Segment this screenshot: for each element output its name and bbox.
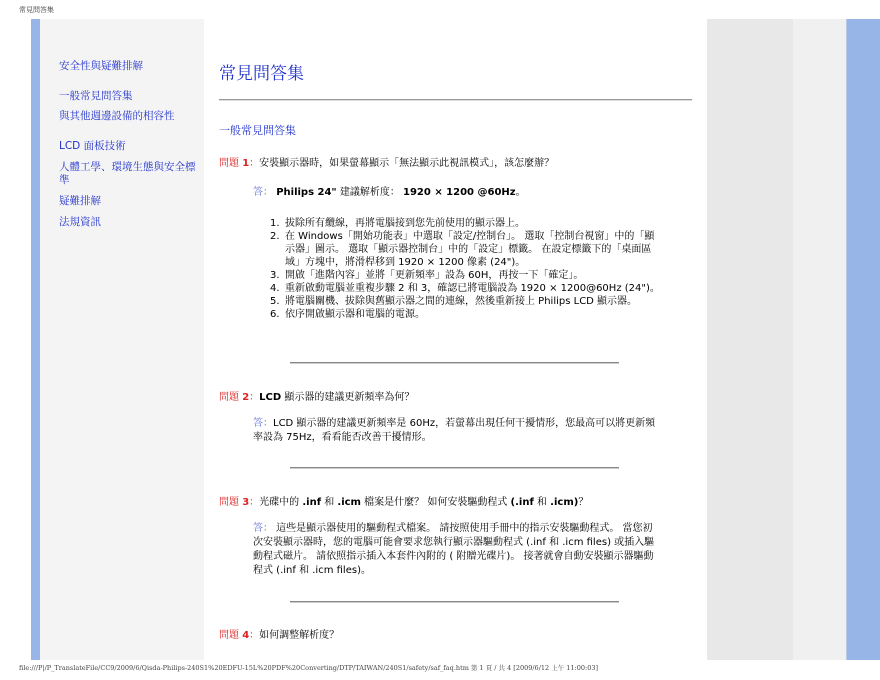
list-item: 3. 開啟「進階內容」並將「更新頻率」設為 60H，再按一下「確定」。: [270, 270, 584, 281]
question-separator: ：: [249, 497, 260, 508]
divider: [290, 362, 619, 364]
question-separator: ：: [249, 158, 260, 169]
question-separator: ：: [249, 392, 260, 403]
step-text: 依序開啟顯示器和電腦的電源。: [285, 309, 425, 320]
question-text: ？: [578, 497, 589, 508]
question-prefix: 問題: [219, 497, 239, 508]
question-text: 安裝顯示器時，如果螢幕顯示「無法顯示此視訊模式」，該怎麼辦？: [259, 158, 555, 169]
question-number: 3: [242, 497, 250, 508]
question-separator: ：: [249, 630, 260, 641]
question-text: 檔案是什麼？ 如何安裝驅動程式: [360, 497, 511, 508]
step-text: 將電腦關機、拔除與舊顯示器之間的連線，然後重新接上 Philips LCD 顯示器。: [285, 296, 638, 307]
nav-link-regulatory-info[interactable]: 法規資訊: [59, 216, 101, 228]
question-text: 和: [321, 497, 338, 508]
question-number: 1: [242, 158, 250, 169]
step-text: 拔除所有纜線，再將電腦接到您先前使用的顯示器上。: [285, 218, 525, 229]
answer-1: [253, 185, 658, 201]
list-item: 5. 將電腦關機、拔除與舊顯示器之間的連線，然後重新接上 Philips LCD 顯示器。: [270, 296, 638, 307]
nav-link-safety-troubleshooting[interactable]: 安全性與疑難排解: [59, 60, 143, 72]
document-title: 常見問答集: [19, 6, 54, 14]
step-text: 在 Windows「開始功能表」中選取「設定/控制台」。 選取「控制台視窗」中的「顯示器」圖示。 選取「顯示器控制台」中的「設定」標籤。 在設定標籤下的「桌面區域」方塊中，將滑桿移到 1920 × 1200 像素 (24")。: [285, 231, 655, 268]
step-text: 重新啟動電腦並重複步驟 2 和 3，確認已將電腦設為 1920 × 1200@60Hz (24")。: [285, 283, 660, 294]
nav-link-lcd-panel-technology[interactable]: LCD 面板技術: [59, 140, 126, 152]
list-item: 4. 重新啟動電腦並重複步驟 2 和 3，確認已將電腦設為 1920 × 1200@60Hz (24")。: [270, 283, 660, 294]
question-1: [219, 154, 554, 169]
answer-end: 。: [515, 187, 526, 198]
answer-2: [253, 417, 658, 445]
nav-link-compatibility[interactable]: 與其他週邊設備的相容性: [59, 110, 175, 122]
right-blue-strip: [847, 19, 880, 660]
right-gray-panel-2: [793, 19, 846, 660]
question-bold: LCD: [259, 392, 282, 403]
question-number: 2: [242, 392, 250, 403]
question-prefix: 問題: [219, 630, 239, 641]
divider: [290, 601, 619, 603]
answer-text: LCD 顯示器的建議更新頻率是 60Hz，若螢幕出現任何干擾情形，您最高可以將更新頻率設為 75Hz，看看能否改善干擾情形。: [253, 418, 656, 443]
section-title: 一般常見問答集: [219, 124, 296, 137]
question-bold: .inf: [302, 497, 322, 508]
nav-link-general-faq[interactable]: 一般常見問答集: [59, 90, 133, 102]
answer-model: Philips 24": [276, 187, 337, 198]
question-3: [219, 493, 588, 508]
nav-link-ergonomics[interactable]: 人體工學、環境生態與安全標準: [59, 161, 196, 186]
question-number: 4: [242, 630, 250, 641]
question-prefix: 問題: [219, 392, 239, 403]
answer-resolution: 1920 × 1200 @60Hz: [403, 187, 516, 198]
answer-prefix: 答：: [253, 187, 273, 198]
left-blue-strip: [31, 19, 40, 660]
answer-prefix: 答：: [253, 418, 273, 429]
question-text: 和: [533, 497, 551, 508]
answer-text: 這些是顯示器使用的驅動程式檔案。 請按照使用手冊中的指示安裝驅動程式。 當您初次安裝顯示器時，您的電腦可能會要求您執行顯示器驅動程式 (.inf 和 .icm files) 或插入驅動程式磁片。 請依照指示插入本套件內附的 ( 附贈光碟片)。 接著就會自動安裝顯示器驅動程式 (.inf 和 .icm files)。: [253, 523, 655, 576]
question-bold: .icm: [337, 497, 361, 508]
question-text: 光碟中的: [259, 497, 303, 508]
question-4: [219, 626, 339, 641]
answer-text: 建議解析度：: [336, 187, 403, 198]
list-item: 2. 在 Windows「開始功能表」中選取「設定/控制台」。 選取「控制台視窗」中的「顯示器」圖示。 選取「顯示器控制台」中的「設定」標籤。 在設定標籤下的「桌面區域」方塊中，將滑桿移到 1920 × 1200 像素 (24")。: [270, 231, 655, 268]
question-bold: (.inf: [510, 497, 534, 508]
answer-3: [253, 522, 658, 578]
question-bold: .icm): [550, 497, 579, 508]
step-text: 開啟「進階內容」並將「更新頻率」設為 60H，再按一下「確定」。: [285, 270, 584, 281]
list-item: 1. 拔除所有纜線，再將電腦接到您先前使用的顯示器上。: [270, 218, 525, 229]
footer-file-path: file:///P|/P_TranslateFile/CC9/2009/6/Qisda-Philips-240S1%20EDFU-15L%20PDF%20Converting/DTP/TAIWAN/240S1/safety/saf_faq.htm 第 1 頁 / 共 4 [2009/6/12 上午 11:00:03]: [19, 664, 599, 672]
right-gray-panel: [707, 19, 793, 660]
nav-link-troubleshooting[interactable]: 疑難排解: [59, 195, 101, 207]
question-prefix: 問題: [219, 158, 239, 169]
answer-prefix: 答：: [253, 523, 273, 534]
page-title: 常見問答集: [219, 64, 304, 84]
title-divider: [219, 99, 692, 101]
list-item: 6. 依序開啟顯示器和電腦的電源。: [270, 309, 425, 320]
question-text: 如何調整解析度？: [259, 630, 340, 641]
steps-list: [270, 217, 660, 321]
question-text: 顯示器的建議更新頻率為何？: [281, 392, 415, 403]
question-2: [219, 388, 414, 403]
divider: [290, 467, 619, 469]
